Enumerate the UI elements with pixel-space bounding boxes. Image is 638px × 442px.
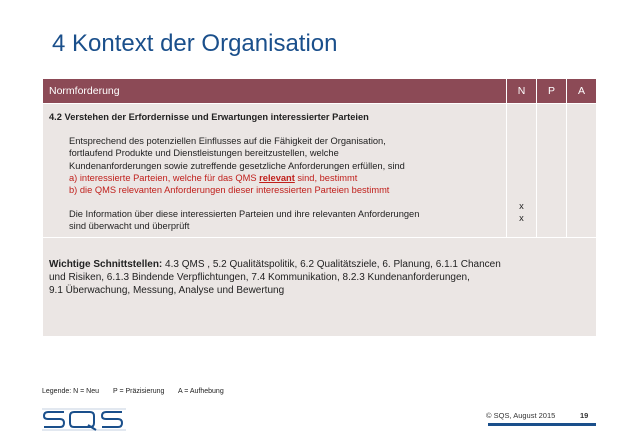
interfaces-line: und Risiken, 6.1.3 Bindende Verpflichtungen, 7.4 Kommunikation, 8.2.3 Kundenanforderungen, <box>49 271 470 283</box>
header-normforderung: Normforderung <box>43 79 507 104</box>
section-title: 4.2 Verstehen der Erfordernisse und Erwartungen interessierter Parteien <box>49 112 369 122</box>
copyright: © SQS, August 2015 <box>486 411 556 420</box>
intro-paragraph <box>49 135 500 196</box>
legend-precision: P = Präzisierung <box>112 388 165 395</box>
legend-removal: A = Aufhebung <box>177 388 224 395</box>
item-a-suffix: sind, bestimmt <box>294 172 358 183</box>
interfaces-cell <box>43 237 597 336</box>
closing-line: Die Information über diese interessierten Parteien und ihre relevanten Anforderungen <box>69 209 420 220</box>
header-p: P <box>537 79 567 104</box>
relevant-keyword: relevant <box>259 172 295 183</box>
legend-new: Legende: N = Neu <box>42 388 100 395</box>
interfaces-line: 9.1 Überwachung, Messung, Analyse und Bewertung <box>49 284 285 296</box>
footer-accent-line <box>488 423 596 426</box>
interfaces-label: Wichtige Schnittstellen: <box>49 258 163 270</box>
interfaces-line: 4.3 QMS , 5.2 Qualitätspolitik, 6.2 Qualitätsziele, 6. Planung, 6.1.1 Chancen <box>162 258 501 270</box>
intro-line: fortlaufend Produkte und Dienstleistungen bereitzustellen, welche <box>69 148 339 159</box>
page-number: 19 <box>580 411 589 420</box>
mark-cell-n <box>507 104 537 238</box>
header-a: A <box>567 79 597 104</box>
mark-n-b: x <box>519 213 524 224</box>
mark-cell-a <box>567 104 597 238</box>
intro-line: Kundenanforderungen sowie zutreffende gesetzliche Anforderungen erfüllen, sind <box>69 160 405 171</box>
item-a <box>69 172 500 184</box>
legend <box>42 388 236 395</box>
intro-line: Entsprechend des potenziellen Einflusses auf die Fähigkeit der Organisation, <box>69 136 386 147</box>
item-b: b) die QMS relevanten Anforderungen dieser interessierten Parteien bestimmt <box>69 185 390 196</box>
table-row <box>43 237 597 336</box>
mark-cell-p <box>537 104 567 238</box>
closing-paragraph <box>49 208 500 232</box>
norm-requirements-table <box>42 78 597 337</box>
item-a-text: a) interessierte Parteien, welche für das QMS <box>69 172 260 183</box>
table-row <box>43 104 597 238</box>
requirement-cell <box>43 104 507 238</box>
closing-line: sind überwacht und überprüft <box>69 221 190 232</box>
header-n: N <box>507 79 537 104</box>
sqs-logo <box>40 406 128 432</box>
table-header-row <box>43 79 597 104</box>
mark-n-a: x <box>519 201 524 211</box>
slide-title: 4 Kontext der Organisation <box>52 30 338 57</box>
